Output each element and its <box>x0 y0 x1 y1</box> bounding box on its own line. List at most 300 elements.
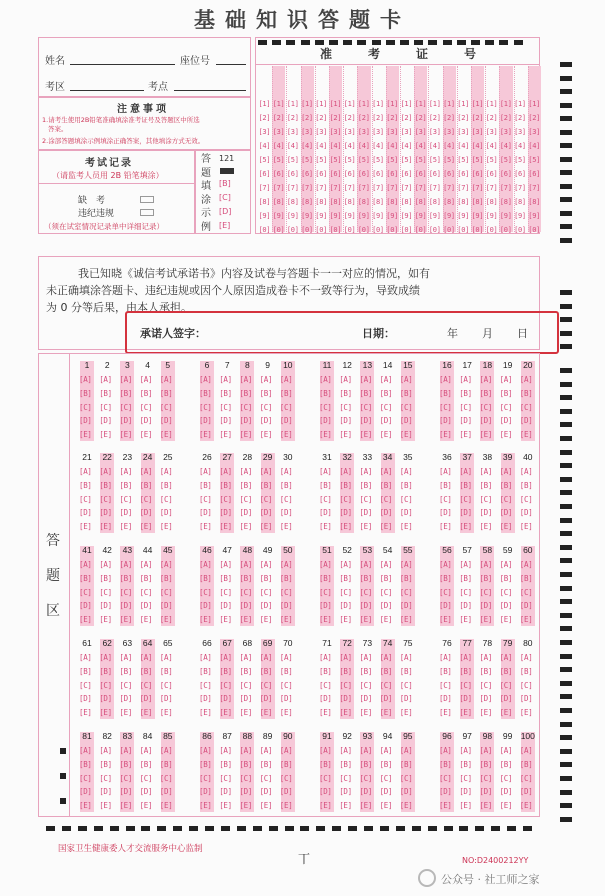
ticket-digit-bubble[interactable]: [7] <box>272 184 285 192</box>
answer-bubble[interactable]: [E] <box>439 708 452 718</box>
ticket-digit-bubble[interactable]: [4] <box>329 142 342 150</box>
ticket-digit-bubble[interactable]: [0] <box>499 226 512 234</box>
answer-bubble[interactable]: [D] <box>279 601 293 611</box>
answer-bubble[interactable]: [E] <box>339 430 352 440</box>
ticket-digit-bubble[interactable]: [2] <box>400 114 413 122</box>
answer-bubble[interactable]: [B] <box>79 480 92 490</box>
answer-bubble[interactable]: [E] <box>339 801 352 811</box>
ticket-digit-bubble[interactable]: [6] <box>428 170 441 178</box>
answer-bubble[interactable]: [B] <box>239 759 253 769</box>
answer-bubble[interactable]: [D] <box>119 787 133 797</box>
answer-bubble[interactable]: [B] <box>439 573 452 583</box>
ticket-digit-bubble[interactable]: [3] <box>400 128 413 136</box>
answer-bubble[interactable]: [D] <box>359 601 373 611</box>
ticket-digit-bubble[interactable]: [1] <box>499 100 512 108</box>
ticket-digit-bubble[interactable]: [1] <box>400 100 413 108</box>
answer-bubble[interactable]: [B] <box>219 759 232 769</box>
answer-bubble[interactable]: [D] <box>479 508 493 518</box>
answer-bubble[interactable]: [E] <box>219 801 232 811</box>
answer-bubble[interactable]: [B] <box>399 388 413 398</box>
answer-bubble[interactable]: [C] <box>99 773 112 783</box>
ticket-digit-bubble[interactable]: [0] <box>357 226 370 234</box>
answer-bubble[interactable]: [D] <box>99 787 112 797</box>
answer-bubble[interactable]: [A] <box>519 560 533 569</box>
answer-bubble[interactable]: [B] <box>99 759 112 769</box>
answer-bubble[interactable]: [E] <box>479 430 493 440</box>
answer-bubble[interactable]: [B] <box>279 388 293 398</box>
answer-bubble[interactable]: [C] <box>279 402 293 412</box>
answer-bubble[interactable]: [D] <box>259 508 273 518</box>
ticket-digit-bubble[interactable]: [6] <box>386 170 399 178</box>
answer-bubble[interactable]: [B] <box>199 666 212 676</box>
answer-bubble[interactable]: [D] <box>379 508 393 518</box>
answer-bubble[interactable]: [C] <box>479 494 493 504</box>
answer-bubble[interactable]: [B] <box>159 573 173 583</box>
answer-bubble[interactable]: [A] <box>399 560 413 569</box>
answer-bubble[interactable]: [E] <box>199 430 212 440</box>
ticket-digit-bubble[interactable]: [7] <box>315 184 328 192</box>
name-line[interactable] <box>70 64 175 65</box>
ticket-digit-bubble[interactable]: [1] <box>286 100 299 108</box>
answer-bubble[interactable]: [A] <box>499 375 513 384</box>
answer-bubble[interactable]: [B] <box>499 480 513 490</box>
answer-bubble[interactable]: [A] <box>339 653 352 662</box>
ticket-digit-bubble[interactable]: [0] <box>315 226 328 234</box>
ticket-digit-bubble[interactable]: [6] <box>414 170 427 178</box>
answer-bubble[interactable]: [E] <box>139 801 153 811</box>
answer-bubble[interactable]: [D] <box>219 416 232 426</box>
answer-bubble[interactable]: [A] <box>219 746 232 755</box>
answer-bubble[interactable]: [C] <box>259 680 273 690</box>
ticket-digit-bubble[interactable]: [0] <box>485 226 498 234</box>
answer-bubble[interactable]: [A] <box>139 467 153 476</box>
answer-bubble[interactable]: [A] <box>239 653 253 662</box>
answer-bubble[interactable]: [A] <box>159 746 173 755</box>
answer-bubble[interactable]: [A] <box>239 746 253 755</box>
ticket-digit-bubble[interactable]: [6] <box>372 170 384 178</box>
answer-bubble[interactable]: [E] <box>119 430 133 440</box>
ticket-digit-bubble[interactable]: [9] <box>372 212 384 220</box>
answer-bubble[interactable]: [A] <box>119 375 133 384</box>
ticket-digit-bubble[interactable]: [4] <box>258 142 271 150</box>
answer-bubble[interactable]: [A] <box>359 746 373 755</box>
ticket-digit-bubble[interactable]: [8] <box>457 198 470 206</box>
answer-bubble[interactable]: [C] <box>239 494 253 504</box>
ticket-digit-bubble[interactable]: [9] <box>400 212 413 220</box>
ticket-digit-bubble[interactable]: [2] <box>443 114 455 122</box>
answer-bubble[interactable]: [A] <box>519 746 533 755</box>
ticket-digit-bubble[interactable]: [5] <box>343 156 356 164</box>
answer-bubble[interactable]: [A] <box>319 375 332 384</box>
answer-bubble[interactable]: [B] <box>259 480 273 490</box>
answer-bubble[interactable]: [C] <box>339 494 352 504</box>
answer-bubble[interactable]: [A] <box>459 467 472 476</box>
answer-bubble[interactable]: [E] <box>119 801 133 811</box>
answer-bubble[interactable]: [C] <box>439 587 452 597</box>
answer-bubble[interactable]: [A] <box>119 653 133 662</box>
answer-bubble[interactable]: [C] <box>319 680 332 690</box>
answer-bubble[interactable]: [B] <box>499 759 513 769</box>
answer-bubble[interactable]: [C] <box>219 587 232 597</box>
ticket-digit-bubble[interactable]: [2] <box>414 114 427 122</box>
answer-bubble[interactable]: [C] <box>219 494 232 504</box>
answer-bubble[interactable]: [C] <box>339 402 352 412</box>
answer-bubble[interactable]: [A] <box>199 653 212 662</box>
answer-bubble[interactable]: [A] <box>279 375 293 384</box>
answer-bubble[interactable]: [B] <box>379 573 393 583</box>
answer-bubble[interactable]: [D] <box>139 694 153 704</box>
answer-bubble[interactable]: [B] <box>359 666 373 676</box>
answer-bubble[interactable]: [E] <box>139 615 153 625</box>
answer-bubble[interactable]: [A] <box>239 467 253 476</box>
answer-bubble[interactable]: [E] <box>459 801 472 811</box>
answer-bubble[interactable]: [B] <box>439 388 452 398</box>
ticket-digit-bubble[interactable]: [1] <box>414 100 427 108</box>
answer-bubble[interactable]: [B] <box>479 666 493 676</box>
answer-bubble[interactable]: [E] <box>239 801 253 811</box>
ticket-digit-bubble[interactable]: [3] <box>485 128 498 136</box>
answer-bubble[interactable]: [C] <box>459 773 472 783</box>
answer-bubble[interactable]: [E] <box>519 708 533 718</box>
answer-bubble[interactable]: [E] <box>199 708 212 718</box>
answer-bubble[interactable]: [B] <box>159 388 173 398</box>
ticket-digit-bubble[interactable]: [1] <box>386 100 399 108</box>
answer-bubble[interactable]: [C] <box>99 494 112 504</box>
answer-bubble[interactable]: [A] <box>279 653 293 662</box>
ticket-digit-bubble[interactable]: [4] <box>485 142 498 150</box>
answer-bubble[interactable]: [E] <box>359 801 373 811</box>
answer-bubble[interactable]: [A] <box>379 653 393 662</box>
answer-bubble[interactable]: [B] <box>259 388 273 398</box>
ticket-digit-bubble[interactable]: [0] <box>528 226 541 234</box>
ticket-digit-bubble[interactable]: [1] <box>272 100 285 108</box>
answer-bubble[interactable]: [D] <box>519 416 533 426</box>
answer-bubble[interactable]: [B] <box>99 388 112 398</box>
ticket-digit-bubble[interactable]: [4] <box>372 142 384 150</box>
answer-bubble[interactable]: [D] <box>519 694 533 704</box>
ticket-digit-bubble[interactable]: [0] <box>514 226 526 234</box>
answer-bubble[interactable]: [B] <box>239 573 253 583</box>
answer-bubble[interactable]: [D] <box>99 508 112 518</box>
answer-bubble[interactable]: [D] <box>319 787 332 797</box>
answer-bubble[interactable]: [D] <box>159 787 173 797</box>
answer-bubble[interactable]: [A] <box>199 467 212 476</box>
ticket-digit-bubble[interactable]: [8] <box>343 198 356 206</box>
answer-bubble[interactable]: [B] <box>519 480 533 490</box>
answer-bubble[interactable]: [A] <box>339 560 352 569</box>
answer-bubble[interactable]: [D] <box>159 416 173 426</box>
ticket-digit-bubble[interactable]: [3] <box>258 128 271 136</box>
ticket-digit-bubble[interactable]: [7] <box>443 184 455 192</box>
answer-bubble[interactable]: [A] <box>259 560 273 569</box>
answer-bubble[interactable]: [A] <box>459 653 472 662</box>
answer-bubble[interactable]: [D] <box>119 508 133 518</box>
answer-bubble[interactable]: [B] <box>319 480 332 490</box>
answer-bubble[interactable]: [C] <box>359 680 373 690</box>
answer-bubble[interactable]: [E] <box>139 708 153 718</box>
answer-bubble[interactable]: [C] <box>159 680 173 690</box>
answer-bubble[interactable]: [E] <box>79 430 92 440</box>
answer-bubble[interactable]: [C] <box>319 402 332 412</box>
answer-bubble[interactable]: [C] <box>499 680 513 690</box>
answer-bubble[interactable]: [E] <box>239 522 253 532</box>
ticket-digit-bubble[interactable]: [6] <box>329 170 342 178</box>
answer-bubble[interactable]: [A] <box>439 375 452 384</box>
ticket-digit-bubble[interactable]: [7] <box>386 184 399 192</box>
answer-bubble[interactable]: [E] <box>339 522 352 532</box>
answer-bubble[interactable]: [D] <box>399 601 413 611</box>
answer-bubble[interactable]: [B] <box>339 573 352 583</box>
ticket-digit-bubble[interactable]: [1] <box>457 100 470 108</box>
ticket-digit-bubble[interactable]: [4] <box>499 142 512 150</box>
ticket-digit-bubble[interactable]: [0] <box>414 226 427 234</box>
answer-bubble[interactable]: [D] <box>339 694 352 704</box>
answer-bubble[interactable]: [C] <box>459 402 472 412</box>
ticket-digit-bubble[interactable]: [4] <box>428 142 441 150</box>
answer-bubble[interactable]: [A] <box>519 653 533 662</box>
answer-bubble[interactable]: [C] <box>139 773 153 783</box>
ticket-digit-bubble[interactable]: [0] <box>272 226 285 234</box>
ticket-digit-bubble[interactable]: [9] <box>514 212 526 220</box>
ticket-digit-bubble[interactable]: [3] <box>528 128 541 136</box>
ticket-digit-bubble[interactable]: [7] <box>471 184 484 192</box>
answer-bubble[interactable]: [A] <box>279 746 293 755</box>
answer-bubble[interactable]: [C] <box>359 402 373 412</box>
answer-bubble[interactable]: [C] <box>499 773 513 783</box>
ticket-digit-bubble[interactable]: [0] <box>258 226 271 234</box>
answer-bubble[interactable]: [D] <box>359 787 373 797</box>
ticket-digit-bubble[interactable]: [0] <box>286 226 299 234</box>
ticket-digit-bubble[interactable]: [9] <box>301 212 313 220</box>
answer-bubble[interactable]: [D] <box>499 508 513 518</box>
ticket-digit-bubble[interactable]: [5] <box>372 156 384 164</box>
answer-bubble[interactable]: [C] <box>159 587 173 597</box>
answer-bubble[interactable]: [B] <box>159 759 173 769</box>
answer-bubble[interactable]: [E] <box>279 522 293 532</box>
answer-bubble[interactable]: [B] <box>379 480 393 490</box>
answer-bubble[interactable]: [A] <box>479 375 493 384</box>
district-line[interactable] <box>70 90 144 91</box>
answer-bubble[interactable]: [C] <box>139 402 153 412</box>
ticket-digit-bubble[interactable]: [5] <box>329 156 342 164</box>
answer-bubble[interactable]: [E] <box>339 615 352 625</box>
answer-bubble[interactable]: [B] <box>359 480 373 490</box>
answer-bubble[interactable]: [D] <box>339 601 352 611</box>
ticket-digit-bubble[interactable]: [1] <box>357 100 370 108</box>
answer-bubble[interactable]: [D] <box>439 508 452 518</box>
ticket-digit-bubble[interactable]: [8] <box>329 198 342 206</box>
answer-bubble[interactable]: [C] <box>239 402 253 412</box>
answer-bubble[interactable]: [E] <box>479 708 493 718</box>
answer-bubble[interactable]: [C] <box>399 402 413 412</box>
ticket-digit-bubble[interactable]: [3] <box>329 128 342 136</box>
ticket-digit-bubble[interactable]: [8] <box>258 198 271 206</box>
answer-bubble[interactable]: [A] <box>199 375 212 384</box>
answer-bubble[interactable]: [A] <box>439 560 452 569</box>
ticket-digit-bubble[interactable]: [9] <box>286 212 299 220</box>
ticket-digit-bubble[interactable]: [2] <box>499 114 512 122</box>
answer-bubble[interactable]: [B] <box>399 666 413 676</box>
answer-bubble[interactable]: [E] <box>459 615 472 625</box>
ticket-digit-bubble[interactable]: [4] <box>457 142 470 150</box>
answer-bubble[interactable]: [A] <box>199 746 212 755</box>
answer-bubble[interactable]: [D] <box>399 694 413 704</box>
answer-bubble[interactable]: [A] <box>99 560 112 569</box>
answer-bubble[interactable]: [D] <box>319 694 332 704</box>
answer-bubble[interactable]: [E] <box>519 615 533 625</box>
answer-bubble[interactable]: [A] <box>319 467 332 476</box>
answer-bubble[interactable]: [A] <box>319 653 332 662</box>
answer-bubble[interactable]: [D] <box>139 416 153 426</box>
answer-bubble[interactable]: [B] <box>279 666 293 676</box>
answer-bubble[interactable]: [A] <box>379 746 393 755</box>
ticket-digit-bubble[interactable]: [5] <box>414 156 427 164</box>
answer-bubble[interactable]: [E] <box>399 522 413 532</box>
answer-bubble[interactable]: [D] <box>199 787 212 797</box>
ticket-digit-bubble[interactable]: [3] <box>343 128 356 136</box>
ticket-digit-bubble[interactable]: [0] <box>400 226 413 234</box>
answer-bubble[interactable]: [B] <box>259 759 273 769</box>
answer-bubble[interactable]: [C] <box>399 773 413 783</box>
answer-bubble[interactable]: [B] <box>279 480 293 490</box>
answer-bubble[interactable]: [B] <box>439 480 452 490</box>
answer-bubble[interactable]: [D] <box>159 694 173 704</box>
ticket-digit-bubble[interactable]: [5] <box>528 156 541 164</box>
answer-bubble[interactable]: [C] <box>139 494 153 504</box>
answer-bubble[interactable]: [D] <box>379 787 393 797</box>
ticket-digit-bubble[interactable]: [9] <box>443 212 455 220</box>
ticket-digit-bubble[interactable]: [6] <box>443 170 455 178</box>
ticket-digit-bubble[interactable]: [9] <box>386 212 399 220</box>
answer-bubble[interactable]: [A] <box>339 467 352 476</box>
answer-bubble[interactable]: [D] <box>99 694 112 704</box>
violation-box[interactable] <box>140 209 154 216</box>
answer-bubble[interactable]: [C] <box>459 680 472 690</box>
answer-bubble[interactable]: [B] <box>159 480 173 490</box>
answer-bubble[interactable]: [E] <box>259 801 273 811</box>
answer-bubble[interactable]: [E] <box>319 615 332 625</box>
answer-bubble[interactable]: [B] <box>399 759 413 769</box>
ticket-digit-bubble[interactable]: [8] <box>499 198 512 206</box>
answer-bubble[interactable]: [B] <box>279 759 293 769</box>
answer-bubble[interactable]: [E] <box>239 615 253 625</box>
ticket-digit-bubble[interactable]: [2] <box>528 114 541 122</box>
answer-bubble[interactable]: [B] <box>359 759 373 769</box>
ticket-digit-bubble[interactable]: [3] <box>471 128 484 136</box>
answer-bubble[interactable]: [B] <box>99 573 112 583</box>
answer-bubble[interactable]: [E] <box>159 615 173 625</box>
answer-bubble[interactable]: [D] <box>199 416 212 426</box>
answer-bubble[interactable]: [A] <box>139 375 153 384</box>
answer-bubble[interactable]: [D] <box>319 601 332 611</box>
answer-bubble[interactable]: [A] <box>519 375 533 384</box>
answer-bubble[interactable]: [B] <box>339 480 352 490</box>
ticket-digit-bubble[interactable]: [6] <box>499 170 512 178</box>
ticket-digit-bubble[interactable]: [2] <box>329 114 342 122</box>
answer-bubble[interactable]: [D] <box>279 508 293 518</box>
answer-bubble[interactable]: [A] <box>79 375 92 384</box>
answer-bubble[interactable]: [A] <box>459 375 472 384</box>
ticket-digit-bubble[interactable]: [7] <box>357 184 370 192</box>
answer-bubble[interactable]: [E] <box>499 615 513 625</box>
ticket-digit-bubble[interactable]: [0] <box>471 226 484 234</box>
answer-bubble[interactable]: [D] <box>399 787 413 797</box>
answer-bubble[interactable]: [D] <box>279 416 293 426</box>
ticket-digit-bubble[interactable]: [5] <box>400 156 413 164</box>
answer-bubble[interactable]: [C] <box>519 402 533 412</box>
answer-bubble[interactable]: [B] <box>459 573 472 583</box>
answer-bubble[interactable]: [D] <box>359 508 373 518</box>
answer-bubble[interactable]: [A] <box>459 746 472 755</box>
answer-bubble[interactable]: [B] <box>79 388 92 398</box>
answer-bubble[interactable]: [D] <box>519 508 533 518</box>
signature-field[interactable] <box>218 322 348 342</box>
answer-bubble[interactable]: [E] <box>439 522 452 532</box>
answer-bubble[interactable]: [D] <box>279 787 293 797</box>
answer-bubble[interactable]: [D] <box>119 694 133 704</box>
answer-bubble[interactable]: [A] <box>399 375 413 384</box>
answer-bubble[interactable]: [C] <box>159 773 173 783</box>
answer-bubble[interactable]: [D] <box>459 787 472 797</box>
answer-bubble[interactable]: [E] <box>379 801 393 811</box>
answer-bubble[interactable]: [B] <box>339 666 352 676</box>
answer-bubble[interactable]: [C] <box>459 494 472 504</box>
answer-bubble[interactable]: [E] <box>519 801 533 811</box>
answer-bubble[interactable]: [D] <box>219 508 232 518</box>
answer-bubble[interactable]: [D] <box>439 416 452 426</box>
ticket-digit-bubble[interactable]: [5] <box>514 156 526 164</box>
answer-bubble[interactable]: [B] <box>499 573 513 583</box>
answer-bubble[interactable]: [C] <box>319 587 332 597</box>
ticket-digit-bubble[interactable]: [8] <box>357 198 370 206</box>
ticket-digit-bubble[interactable]: [2] <box>514 114 526 122</box>
answer-bubble[interactable]: [C] <box>259 494 273 504</box>
answer-bubble[interactable]: [C] <box>99 402 112 412</box>
answer-bubble[interactable]: [D] <box>99 601 112 611</box>
answer-bubble[interactable]: [D] <box>259 601 273 611</box>
answer-bubble[interactable]: [B] <box>119 666 133 676</box>
answer-bubble[interactable]: [C] <box>79 402 92 412</box>
answer-bubble[interactable]: [A] <box>99 746 112 755</box>
answer-bubble[interactable]: [D] <box>99 416 112 426</box>
answer-bubble[interactable]: [B] <box>319 666 332 676</box>
answer-bubble[interactable]: [A] <box>259 653 273 662</box>
answer-bubble[interactable]: [A] <box>119 560 133 569</box>
answer-bubble[interactable]: [C] <box>219 773 232 783</box>
ticket-digit-bubble[interactable]: [5] <box>499 156 512 164</box>
answer-bubble[interactable]: [C] <box>439 773 452 783</box>
answer-bubble[interactable]: [B] <box>459 759 472 769</box>
answer-bubble[interactable]: [C] <box>259 402 273 412</box>
answer-bubble[interactable]: [A] <box>399 467 413 476</box>
answer-bubble[interactable]: [E] <box>359 522 373 532</box>
answer-bubble[interactable]: [B] <box>459 666 472 676</box>
answer-bubble[interactable]: [A] <box>499 467 513 476</box>
ticket-digit-bubble[interactable]: [2] <box>343 114 356 122</box>
ticket-digit-bubble[interactable]: [4] <box>315 142 328 150</box>
ticket-digit-bubble[interactable]: [7] <box>428 184 441 192</box>
answer-bubble[interactable]: [A] <box>479 746 493 755</box>
answer-bubble[interactable]: [B] <box>479 759 493 769</box>
answer-bubble[interactable]: [C] <box>99 587 112 597</box>
answer-bubble[interactable]: [C] <box>259 773 273 783</box>
answer-bubble[interactable]: [C] <box>139 680 153 690</box>
ticket-digit-bubble[interactable]: [9] <box>485 212 498 220</box>
ticket-digit-bubble[interactable]: [3] <box>428 128 441 136</box>
ticket-digit-bubble[interactable]: [0] <box>343 226 356 234</box>
answer-bubble[interactable]: [B] <box>399 480 413 490</box>
ticket-digit-bubble[interactable]: [2] <box>357 114 370 122</box>
